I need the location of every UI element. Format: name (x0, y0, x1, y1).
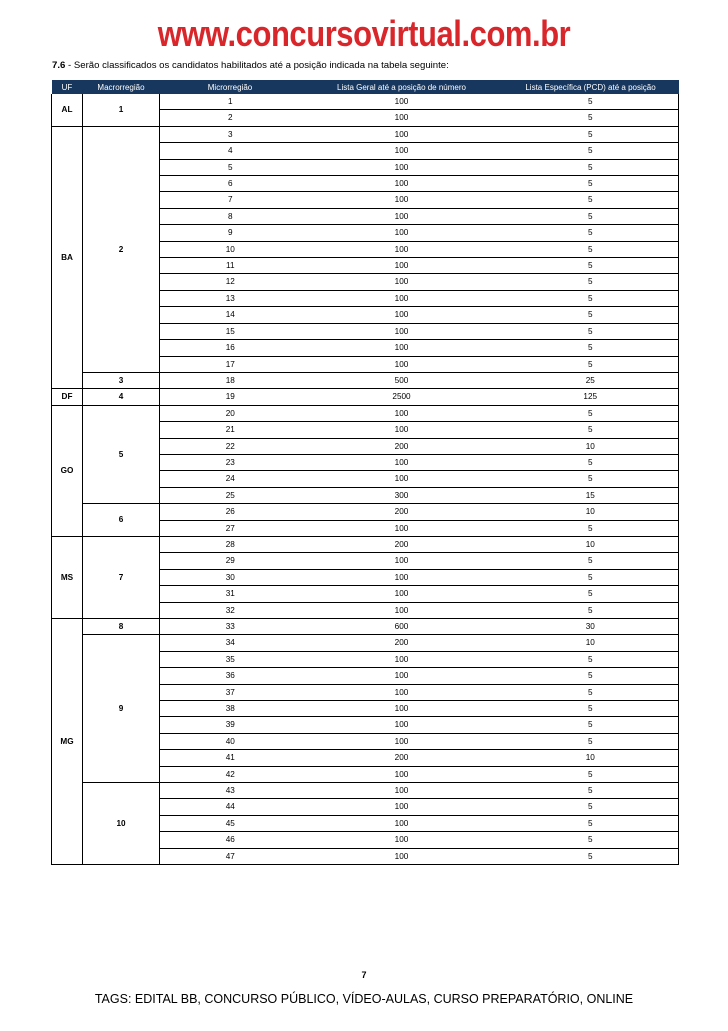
cell-macrorregiao: 8 (83, 619, 160, 635)
cell-lista-geral: 100 (301, 668, 503, 684)
cell-microrregiao: 25 (160, 487, 301, 503)
cell-lista-geral: 500 (301, 372, 503, 388)
cell-lista-pcd: 5 (503, 307, 679, 323)
cell-macrorregiao: 9 (83, 635, 160, 783)
cell-lista-geral: 100 (301, 553, 503, 569)
cell-lista-pcd: 5 (503, 651, 679, 667)
header-lista-geral: Lista Geral até a posição de número (301, 80, 503, 94)
cell-uf: AL (52, 94, 83, 126)
cell-lista-pcd: 30 (503, 619, 679, 635)
cell-lista-pcd: 5 (503, 848, 679, 864)
cell-macrorregiao: 2 (83, 126, 160, 372)
cell-microrregiao: 35 (160, 651, 301, 667)
cell-lista-geral: 100 (301, 274, 503, 290)
header-uf: UF (52, 80, 83, 94)
cell-lista-geral: 100 (301, 602, 503, 618)
cell-microrregiao: 12 (160, 274, 301, 290)
cell-lista-pcd: 5 (503, 290, 679, 306)
cell-lista-pcd: 5 (503, 422, 679, 438)
cell-lista-geral: 100 (301, 143, 503, 159)
table-row (52, 405, 679, 421)
cell-lista-geral: 100 (301, 110, 503, 126)
cell-microrregiao: 7 (160, 192, 301, 208)
cell-lista-geral: 100 (301, 799, 503, 815)
cell-lista-pcd: 5 (503, 258, 679, 274)
cell-lista-pcd: 5 (503, 340, 679, 356)
cell-microrregiao: 47 (160, 848, 301, 864)
cell-microrregiao: 42 (160, 766, 301, 782)
cell-lista-geral: 300 (301, 487, 503, 503)
cell-lista-geral: 100 (301, 340, 503, 356)
cell-microrregiao: 46 (160, 832, 301, 848)
cell-lista-pcd: 5 (503, 520, 679, 536)
cell-microrregiao: 19 (160, 389, 301, 405)
cell-microrregiao: 17 (160, 356, 301, 372)
cell-microrregiao: 41 (160, 750, 301, 766)
cell-microrregiao: 2 (160, 110, 301, 126)
cell-lista-pcd: 5 (503, 192, 679, 208)
section-intro (52, 60, 449, 72)
table-row (52, 504, 679, 520)
cell-microrregiao: 3 (160, 126, 301, 142)
cell-lista-pcd: 15 (503, 487, 679, 503)
cell-lista-geral: 100 (301, 208, 503, 224)
table-header-row (52, 80, 679, 94)
cell-lista-pcd: 10 (503, 438, 679, 454)
cell-lista-geral: 100 (301, 192, 503, 208)
cell-microrregiao: 6 (160, 176, 301, 192)
cell-microrregiao: 27 (160, 520, 301, 536)
cell-lista-geral: 100 (301, 241, 503, 257)
table-row (52, 389, 679, 405)
cell-microrregiao: 20 (160, 405, 301, 421)
cell-lista-pcd: 5 (503, 208, 679, 224)
cell-lista-geral: 100 (301, 323, 503, 339)
cell-lista-pcd: 5 (503, 799, 679, 815)
cell-microrregiao: 31 (160, 586, 301, 602)
cell-lista-pcd: 5 (503, 717, 679, 733)
cell-lista-pcd: 5 (503, 225, 679, 241)
cell-lista-pcd: 25 (503, 372, 679, 388)
cell-lista-pcd: 5 (503, 94, 679, 110)
cell-lista-pcd: 5 (503, 159, 679, 175)
cell-lista-geral: 100 (301, 651, 503, 667)
cell-lista-geral: 100 (301, 520, 503, 536)
cell-lista-pcd: 5 (503, 274, 679, 290)
cell-lista-geral: 600 (301, 619, 503, 635)
cell-lista-geral: 100 (301, 176, 503, 192)
cell-lista-pcd: 5 (503, 832, 679, 848)
cell-uf: DF (52, 389, 83, 405)
cell-macrorregiao: 4 (83, 389, 160, 405)
cell-microrregiao: 15 (160, 323, 301, 339)
cell-lista-geral: 200 (301, 750, 503, 766)
cell-lista-pcd: 5 (503, 241, 679, 257)
cell-microrregiao: 28 (160, 536, 301, 552)
cell-lista-pcd: 5 (503, 143, 679, 159)
cell-lista-geral: 100 (301, 405, 503, 421)
cell-lista-pcd: 10 (503, 750, 679, 766)
cell-lista-geral: 100 (301, 848, 503, 864)
cell-lista-geral: 100 (301, 471, 503, 487)
cell-microrregiao: 36 (160, 668, 301, 684)
cell-lista-pcd: 10 (503, 536, 679, 552)
cell-microrregiao: 30 (160, 569, 301, 585)
table-row (52, 536, 679, 552)
cell-microrregiao: 18 (160, 372, 301, 388)
cell-macrorregiao: 10 (83, 783, 160, 865)
cell-microrregiao: 38 (160, 701, 301, 717)
cell-microrregiao: 11 (160, 258, 301, 274)
table-row (52, 619, 679, 635)
cell-microrregiao: 4 (160, 143, 301, 159)
cell-lista-pcd: 5 (503, 176, 679, 192)
cell-lista-pcd: 10 (503, 504, 679, 520)
cell-microrregiao: 32 (160, 602, 301, 618)
header-lista-pcd: Lista Específica (PCD) até a posição (503, 80, 679, 94)
cell-microrregiao: 16 (160, 340, 301, 356)
cell-macrorregiao: 3 (83, 372, 160, 388)
cell-uf: BA (52, 126, 83, 389)
cell-lista-geral: 100 (301, 684, 503, 700)
cell-lista-pcd: 5 (503, 356, 679, 372)
cell-lista-pcd: 5 (503, 783, 679, 799)
cell-lista-geral: 100 (301, 307, 503, 323)
table-row (52, 635, 679, 651)
cell-lista-pcd: 5 (503, 766, 679, 782)
cell-microrregiao: 39 (160, 717, 301, 733)
cell-microrregiao: 9 (160, 225, 301, 241)
cell-lista-pcd: 5 (503, 126, 679, 142)
cell-microrregiao: 44 (160, 799, 301, 815)
cell-lista-pcd: 5 (503, 815, 679, 831)
section-text: - Serão classificados os candidatos habilitados até a posição indicada na tabela seguinte: (65, 60, 449, 71)
classification-table (51, 80, 679, 865)
cell-lista-geral: 100 (301, 586, 503, 602)
header-microrregiao: Microrregião (160, 80, 301, 94)
cell-uf: MG (52, 619, 83, 865)
cell-microrregiao: 10 (160, 241, 301, 257)
cell-lista-pcd: 5 (503, 586, 679, 602)
cell-microrregiao: 37 (160, 684, 301, 700)
cell-lista-pcd: 5 (503, 733, 679, 749)
cell-macrorregiao: 1 (83, 94, 160, 126)
cell-lista-geral: 100 (301, 717, 503, 733)
cell-lista-geral: 100 (301, 290, 503, 306)
table-row (52, 372, 679, 388)
cell-lista-geral: 100 (301, 159, 503, 175)
cell-microrregiao: 13 (160, 290, 301, 306)
cell-lista-geral: 100 (301, 356, 503, 372)
cell-lista-geral: 200 (301, 438, 503, 454)
cell-microrregiao: 23 (160, 454, 301, 470)
cell-lista-geral: 100 (301, 569, 503, 585)
cell-lista-geral: 2500 (301, 389, 503, 405)
cell-uf: MS (52, 536, 83, 618)
cell-lista-geral: 100 (301, 126, 503, 142)
cell-microrregiao: 29 (160, 553, 301, 569)
cell-lista-geral: 100 (301, 815, 503, 831)
cell-lista-pcd: 125 (503, 389, 679, 405)
table-row (52, 783, 679, 799)
table-row (52, 94, 679, 110)
cell-lista-pcd: 5 (503, 471, 679, 487)
cell-microrregiao: 40 (160, 733, 301, 749)
cell-lista-geral: 200 (301, 504, 503, 520)
cell-macrorregiao: 7 (83, 536, 160, 618)
cell-microrregiao: 26 (160, 504, 301, 520)
cell-macrorregiao: 5 (83, 405, 160, 503)
cell-lista-pcd: 5 (503, 110, 679, 126)
cell-lista-geral: 100 (301, 258, 503, 274)
cell-lista-pcd: 5 (503, 602, 679, 618)
cell-microrregiao: 5 (160, 159, 301, 175)
cell-microrregiao: 8 (160, 208, 301, 224)
cell-lista-geral: 100 (301, 94, 503, 110)
cell-microrregiao: 14 (160, 307, 301, 323)
cell-macrorregiao: 6 (83, 504, 160, 537)
cell-microrregiao: 22 (160, 438, 301, 454)
site-watermark: www.concursovirtual.com.br (157, 13, 571, 54)
cell-lista-geral: 100 (301, 832, 503, 848)
cell-lista-pcd: 5 (503, 569, 679, 585)
cell-lista-pcd: 5 (503, 405, 679, 421)
cell-lista-pcd: 5 (503, 553, 679, 569)
cell-microrregiao: 43 (160, 783, 301, 799)
cell-lista-pcd: 5 (503, 668, 679, 684)
cell-uf: GO (52, 405, 83, 536)
cell-lista-geral: 200 (301, 635, 503, 651)
cell-lista-pcd: 10 (503, 635, 679, 651)
cell-microrregiao: 34 (160, 635, 301, 651)
cell-microrregiao: 1 (160, 94, 301, 110)
cell-lista-geral: 100 (301, 766, 503, 782)
table-row (52, 126, 679, 142)
cell-microrregiao: 24 (160, 471, 301, 487)
cell-microrregiao: 21 (160, 422, 301, 438)
cell-lista-geral: 100 (301, 783, 503, 799)
cell-microrregiao: 33 (160, 619, 301, 635)
cell-lista-geral: 100 (301, 701, 503, 717)
cell-lista-pcd: 5 (503, 701, 679, 717)
cell-lista-geral: 100 (301, 733, 503, 749)
cell-lista-geral: 100 (301, 225, 503, 241)
page-number: 7 (361, 970, 367, 980)
footer-tags: TAGS: EDITAL BB, CONCURSO PÚBLICO, VÍDEO-AULAS, CURSO PREPARATÓRIO, ONLINE (94, 992, 634, 1006)
header-macrorregiao: Macrorregião (83, 80, 160, 94)
cell-lista-pcd: 5 (503, 323, 679, 339)
cell-lista-pcd: 5 (503, 454, 679, 470)
cell-lista-pcd: 5 (503, 684, 679, 700)
section-number: 7.6 (52, 60, 66, 71)
cell-lista-geral: 100 (301, 422, 503, 438)
cell-lista-geral: 200 (301, 536, 503, 552)
cell-lista-geral: 100 (301, 454, 503, 470)
cell-microrregiao: 45 (160, 815, 301, 831)
